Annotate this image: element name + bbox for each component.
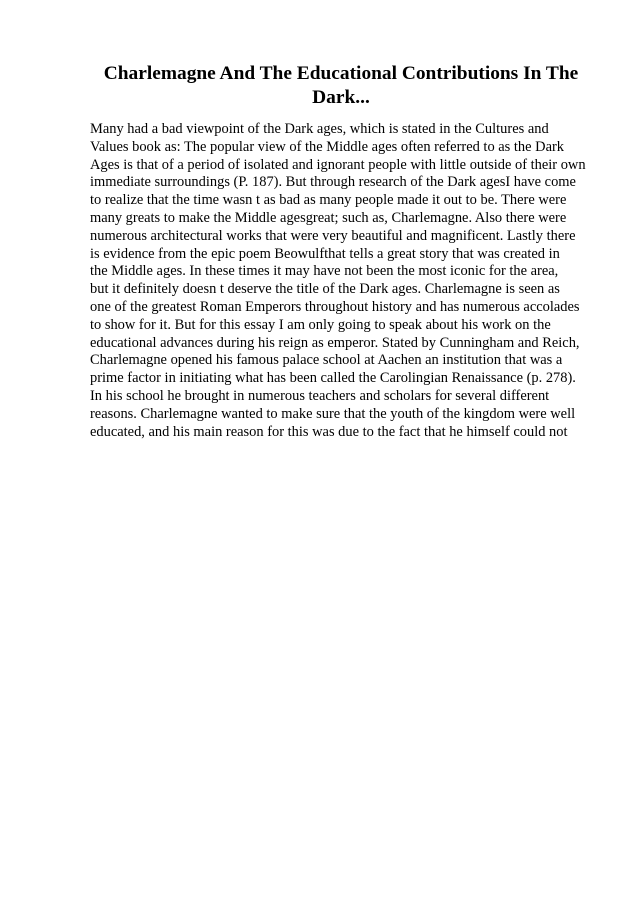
body-line: numerous architectural works that were very beautiful and magnificent. Lastly there <box>90 227 576 244</box>
body-line: is evidence from the epic poem Beowulfthat tells a great story that was created in <box>90 245 560 262</box>
body-line: Values book as: The popular view of the Middle ages often referred to as the Dark <box>90 138 565 155</box>
document-title <box>60 62 622 110</box>
body-line: Many had a bad viewpoint of the Dark ages, which is stated in the Cultures and <box>90 121 549 137</box>
body-line: educational advances during his reign as emperor. Stated by Cunningham and Reich, <box>90 334 580 351</box>
body-line: to realize that the time wasn t as bad as many people made it out to be. There were <box>90 192 567 209</box>
body-line: many greats to make the Middle agesgreat; such as, Charlemagne. Also there were <box>90 209 567 226</box>
body-line: reasons. Charlemagne wanted to make sure that the youth of the kingdom were well <box>90 405 576 422</box>
title-line: Dark... <box>312 87 370 108</box>
body-line: Charlemagne opened his famous palace school at Aachen an institution that was a <box>90 352 563 369</box>
body-paragraph <box>90 121 610 441</box>
body-line: prime factor in initiating what has been called the Carolingian Renaissance (p. 278). <box>90 370 576 387</box>
title-line: Charlemagne And The Educational Contributions In The <box>103 63 579 84</box>
body-line: immediate surroundings (P. 187). But through research of the Dark agesI have come <box>90 174 576 191</box>
body-line: the Middle ages. In these times it may have not been the most iconic for the area, <box>90 263 559 280</box>
body-line: educated, and his main reason for this was due to the fact that he himself could not <box>90 423 568 440</box>
body-line: one of the greatest Roman Emperors throughout history and has numerous accolades <box>90 298 580 315</box>
body-line: In his school he brought in numerous teachers and scholars for several different <box>90 387 550 404</box>
body-line: to show for it. But for this essay I am only going to speak about his work on the <box>90 316 551 333</box>
body-line: but it definitely doesn t deserve the title of the Dark ages. Charlemagne is seen as <box>90 281 560 298</box>
body-line: Ages is that of a period of isolated and ignorant people with little outside of their own <box>90 156 586 173</box>
